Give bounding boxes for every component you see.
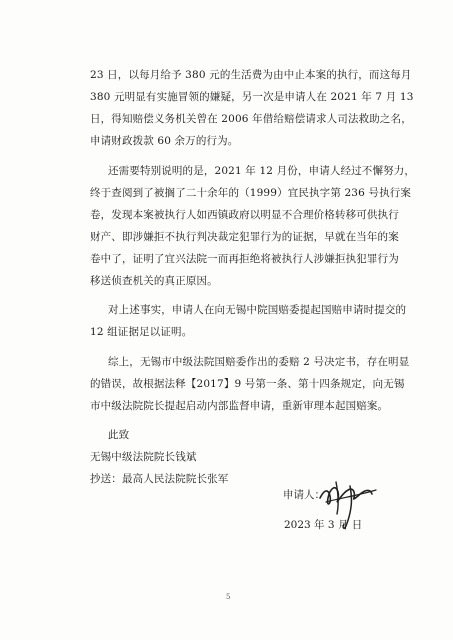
body-line-8: 财产、即涉嫌拒不执行判决裁定犯罪行为的证据，早就在当年的案	[90, 231, 399, 243]
body-line-10: 移送侦查机关的真正原因。	[90, 275, 218, 287]
page-number: 5	[226, 593, 231, 601]
body-line-11: 对上述事实，申请人在向无锡中院国赔委提起国赔申请时提交的	[108, 304, 407, 316]
salutation: 此致	[108, 429, 130, 441]
cc-line: 抄送：最高人民法院院长张军	[90, 473, 229, 485]
body-line-2: 380 元明显有实施冒领的嫌疑，另一次是申请人在 2021 年 7 月 13	[90, 91, 414, 103]
body-line-15: 市中级法院院长提起启动内部监督申请，重新审理本起国赔案。	[90, 400, 389, 412]
body-line-9: 卷中了，证明了宜兴法院一而再拒绝将被执行人涉嫌拒执犯罪行为	[90, 253, 399, 265]
signature-date: 2023 年 3 月 日	[284, 519, 363, 531]
body-line-4: 申请财政拨款 60 余万的行为。	[90, 135, 239, 147]
addressee: 无锡中级法院院长钱斌	[90, 451, 197, 463]
body-line-7: 卷，发现本案被执行人如西镇政府以明显不合理价格转移可供执行	[90, 209, 399, 221]
applicant-label: 申请人：	[283, 489, 325, 501]
body-line-3: 日，得知赔偿义务机关曾在 2006 年借给赔偿请求人司法救助之名，	[90, 113, 412, 125]
body-line-6: 终于查阅到了被搁了二十余年的（1999）宜民执字第 236 号执行案	[90, 187, 412, 199]
body-line-1: 23 日，以每月给予 380 元的生活费为由中止本案的执行，而这每月	[90, 69, 412, 81]
body-line-13: 综上，无锡市中级法院国赔委作出的委赔 2 号决定书，存在明显	[108, 356, 410, 368]
body-line-12: 12 组证据足以证明。	[90, 326, 193, 338]
body-line-5: 还需要特别说明的是，2021 年 12 月份，申请人经过不懈努力，	[108, 165, 416, 177]
body-line-14: 的错误，故根据法释【2017】9 号第一条、第十四条规定，向无锡	[90, 378, 405, 390]
